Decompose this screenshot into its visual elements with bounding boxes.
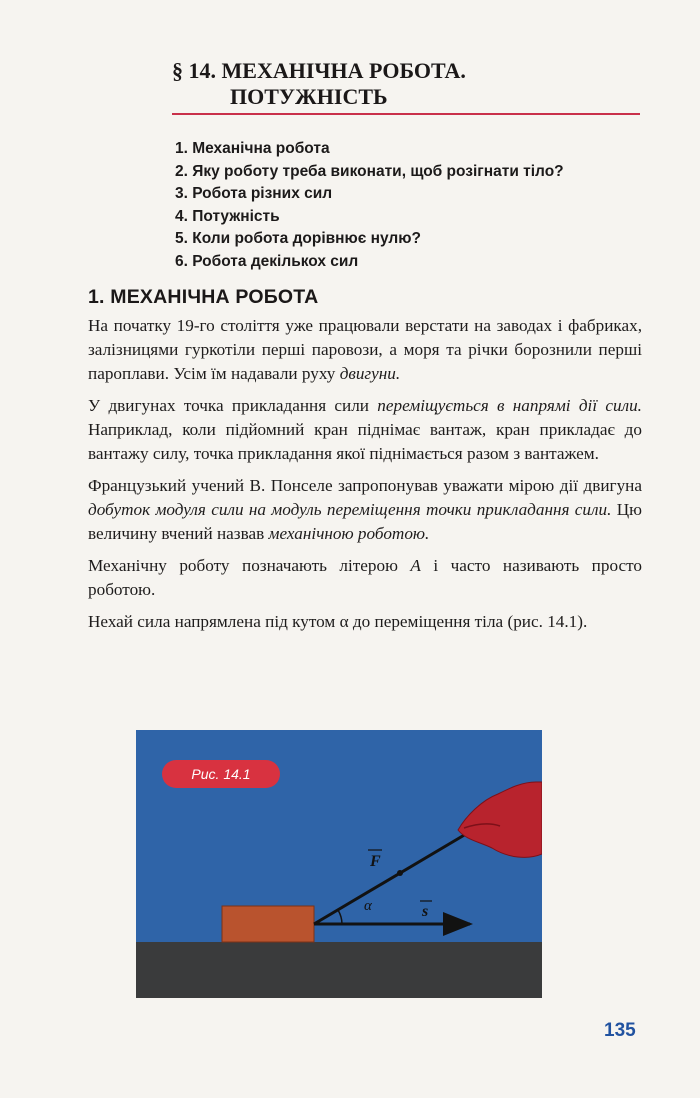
paragraph: Нехай сила напрямлена під кутом α до переміщення тіла (рис. 14.1). (88, 612, 588, 631)
displacement-label: s (422, 903, 429, 920)
topic-item: 3. Робота різних сил (175, 185, 333, 202)
topic-item: 2. Яку роботу треба виконати, щоб розігнати тіло? (175, 162, 564, 180)
body-text (88, 314, 642, 642)
topic-item: 4. Потужність (175, 207, 280, 225)
figure-14-1 (136, 730, 542, 998)
hand-illustration (458, 782, 542, 857)
topics-list (175, 138, 564, 273)
heading-line-2: ПОТУЖНІСТЬ (230, 84, 388, 109)
force-midpoint-dot (397, 870, 403, 876)
force-label: F (370, 853, 381, 870)
paragraph: У двигунах точка прикладання сили переміщується в напрямі дії сили. Наприклад, коли підйомний кран піднімає вантаж, кран прикладає до вантажу силу, точка прикладання якої піднімається разом з вантажем. (88, 396, 642, 463)
block-body (222, 906, 314, 942)
topic-item: 1. Механічна робота (175, 140, 330, 157)
topic-item: 6. Робота декількох сил (175, 252, 359, 270)
page-number: 135 (604, 1020, 636, 1041)
force-arrow (314, 834, 466, 924)
topic-item: 5. Коли робота дорівнює нулю? (175, 230, 421, 247)
figure-drawing (136, 730, 542, 998)
figure-caption-badge: Рис. 14.1 (162, 760, 280, 788)
angle-label: α (364, 898, 372, 914)
paragraph: Механічну роботу позначають літерою A і часто називають просто роботою. (88, 556, 642, 599)
paragraph: На початку 19-го століття уже працювали верстати на заводах і фабриках, залізницями гуркотіли перші паровози, а моря та річки борознили перші пароплави. Усім їм надавали руху двигуни. (88, 316, 642, 383)
paragraph: Французький учений В. Понселе запропонував уважати мірою дії двигуна добуток модуля сили на модуль переміщення точки прикладання сили. Цю величину вчений назвав механічною роботою. (88, 476, 642, 543)
heading-divider (172, 113, 640, 115)
heading-line-1: § 14. МЕХАНІЧНА РОБОТА. (172, 58, 466, 83)
angle-arc (338, 910, 342, 924)
page-heading (172, 58, 642, 110)
section-title: 1. МЕХАНІЧНА РОБОТА (88, 286, 319, 308)
